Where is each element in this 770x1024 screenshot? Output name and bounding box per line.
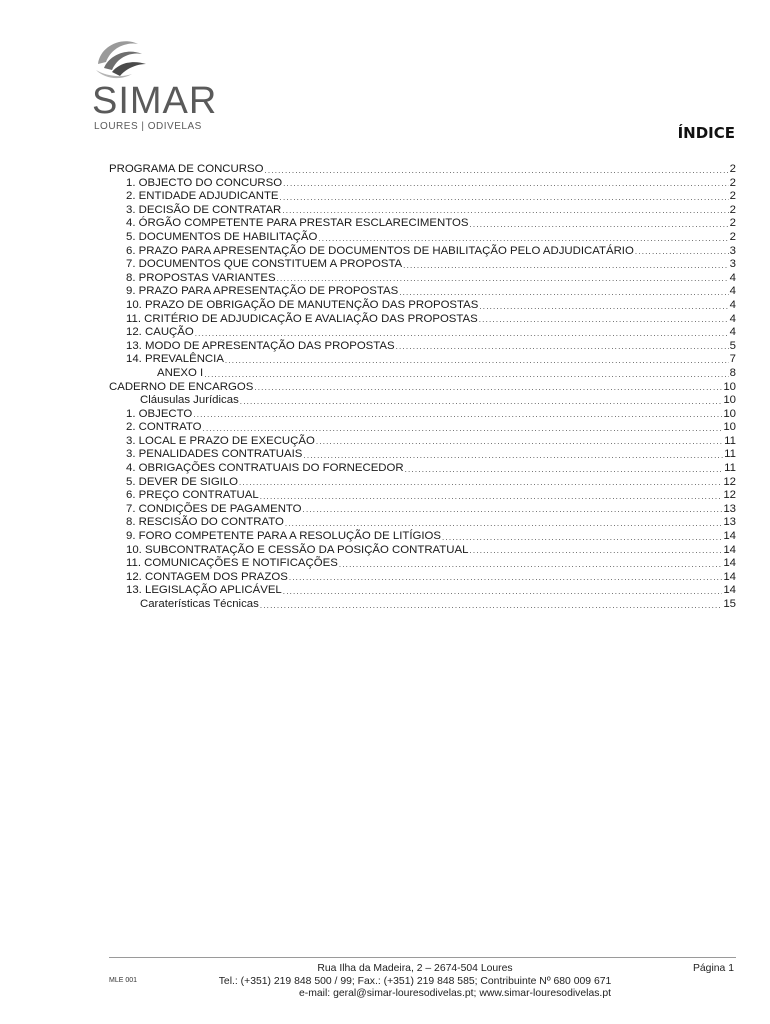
toc-leader-dots [277, 273, 729, 285]
toc-entry-label: 7. CONDIÇÕES DE PAGAMENTO [126, 502, 302, 515]
toc-leader-dots [405, 464, 724, 476]
toc-leader-dots [260, 600, 723, 612]
toc-entry-label: 3. LOCAL E PRAZO DE EXECUÇÃO [126, 434, 315, 447]
footer-page-number: Página 1 [692, 963, 734, 974]
toc-entry-label: 8. RESCISÃO DO CONTRATO [126, 516, 284, 529]
toc-leader-dots [239, 477, 722, 489]
toc-entry[interactable] [109, 584, 736, 598]
toc-entry[interactable] [109, 272, 736, 286]
toc-leader-dots [403, 260, 729, 272]
toc-leader-dots [283, 586, 723, 598]
toc-entry-label: PROGRAMA DE CONCURSO [109, 163, 264, 175]
toc-entry-label: 9. PRAZO PARA APRESENTAÇÃO DE PROPOSTAS [126, 285, 399, 298]
toc-entry[interactable] [109, 299, 736, 313]
toc-leader-dots [240, 396, 723, 408]
toc-entry-page: 2 [729, 203, 736, 216]
toc-entry[interactable] [109, 530, 736, 544]
toc-entry-label: 10. PRAZO DE OBRIGAÇÃO DE MANUTENÇÃO DAS PROPOSTAS [126, 298, 479, 311]
toc-leader-dots [204, 369, 728, 381]
toc-entry[interactable] [109, 217, 736, 231]
toc-entry-page: 10 [723, 394, 736, 407]
toc-entry-page: 14 [723, 584, 736, 597]
toc-entry-page: 11 [724, 434, 736, 447]
logo-name: SIMAR [92, 80, 218, 122]
toc-entry-page: 2 [729, 163, 736, 175]
toc-leader-dots [203, 423, 723, 435]
toc-entry-label: 13. MODO DE APRESENTAÇÃO DAS PROPOSTAS [126, 339, 395, 352]
toc-entry-page: 5 [729, 339, 736, 352]
toc-entry[interactable] [109, 190, 736, 204]
toc-entry-label: Caraterísticas Técnicas [140, 598, 259, 610]
toc-entry[interactable] [109, 408, 736, 422]
toc-entry-page: 2 [729, 217, 736, 230]
toc-leader-dots [285, 518, 723, 530]
footer-address: Rua Ilha da Madeira, 2 – 2674-504 Loures [317, 963, 513, 974]
toc-leader-dots [289, 572, 723, 584]
toc-entry-page: 13 [723, 502, 736, 515]
toc-entry[interactable] [109, 231, 736, 245]
toc-entry[interactable] [109, 163, 736, 177]
toc-entry-label: 4. OBRIGAÇÕES CONTRATUAIS DO FORNECEDOR [126, 462, 404, 475]
toc-leader-dots [195, 328, 729, 340]
toc-leader-dots [254, 382, 722, 394]
toc-entry-page: 11 [724, 462, 736, 475]
toc-entry-label: 2. CONTRATO [126, 421, 202, 434]
toc-entry[interactable] [109, 340, 736, 354]
toc-entry[interactable] [109, 177, 736, 191]
toc-entry[interactable] [109, 258, 736, 272]
toc-entry[interactable] [109, 516, 736, 530]
toc-entry-label: 3. DECISÃO DE CONTRATAR [126, 203, 282, 216]
toc-leader-dots [316, 436, 723, 448]
toc-entry[interactable] [109, 448, 736, 462]
toc-entry[interactable] [109, 381, 736, 395]
toc-entry-page: 14 [723, 530, 736, 543]
toc-leader-dots [479, 314, 729, 326]
toc-entry-label: 12. CAUÇÃO [126, 326, 194, 339]
toc-entry[interactable] [109, 353, 736, 367]
toc-entry-label: 10. SUBCONTRATAÇÃO E CESSÃO DA POSIÇÃO CONTRATUAL [126, 543, 469, 556]
footer-contacts: Tel.: (+351) 219 848 500 / 99; Fax.: (+351) 219 848 585; Contribuinte Nº 680 009 671 [218, 975, 612, 987]
toc-entry[interactable] [109, 544, 736, 558]
toc-entry-label: 3. PENALIDADES CONTRATUAIS [126, 448, 303, 461]
toc-entry[interactable] [109, 503, 736, 517]
toc-entry-page: 14 [723, 557, 736, 570]
toc-leader-dots [303, 450, 723, 462]
toc-entry-page: 4 [729, 285, 736, 298]
toc-entry[interactable] [109, 557, 736, 571]
toc-entry-page: 4 [729, 326, 736, 339]
toc-entry-label: 5. DOCUMENTOS DE HABILITAÇÃO [126, 230, 318, 243]
toc-leader-dots [442, 532, 722, 544]
toc-entry-label: 9. FORO COMPETENTE PARA A RESOLUÇÃO DE LITÍGIOS [126, 530, 441, 543]
toc-entry-label: 12. CONTAGEM DOS PRAZOS [126, 570, 288, 583]
toc-entry[interactable] [109, 367, 736, 381]
toc-entry-page: 14 [723, 543, 736, 556]
toc-leader-dots [479, 301, 728, 313]
toc-entry[interactable] [109, 598, 736, 612]
toc-entry[interactable] [109, 245, 736, 259]
toc-entry-label: Cláusulas Jurídicas [140, 394, 239, 407]
toc-entry-page: 12 [723, 475, 736, 488]
toc-entry-page: 12 [723, 489, 736, 502]
toc-leader-dots [339, 559, 723, 571]
toc-leader-dots [635, 246, 729, 258]
toc-entry-page: 3 [729, 258, 736, 271]
simar-logo [88, 34, 218, 134]
toc-entry-page: 15 [723, 598, 736, 610]
toc-entry-page: 10 [723, 380, 736, 393]
toc-entry[interactable] [109, 394, 736, 408]
footer-email: e-mail: geral@simar-louresodivelas.pt; www.simar-louresodivelas.pt [299, 988, 611, 999]
toc-entry-label: 13. LEGISLAÇÃO APLICÁVEL [126, 584, 282, 597]
toc-leader-dots [264, 165, 728, 177]
toc-entry[interactable] [109, 571, 736, 585]
toc-leader-dots [280, 192, 729, 204]
toc-entry-label: 11. COMUNICAÇÕES E NOTIFICAÇÕES [126, 557, 338, 570]
toc-entry-page: 4 [729, 271, 736, 284]
toc-entry-label: CADERNO DE ENCARGOS [109, 380, 254, 393]
toc-entry-page: 2 [729, 190, 736, 203]
page-title: ÍNDICE [677, 124, 735, 142]
toc-entry-label: ANEXO I [157, 366, 204, 379]
wave-logo-icon [92, 34, 148, 82]
toc-entry-label: 6. PRAZO PARA APRESENTAÇÃO DE DOCUMENTOS DE HABILITAÇÃO PELO ADJUDICATÁRIO [126, 244, 634, 257]
toc-leader-dots [283, 178, 729, 190]
toc-leader-dots [282, 205, 728, 217]
footer-document-code: MLE 001 [109, 977, 138, 984]
toc-entry-label: 11. CRITÉRIO DE ADJUDICAÇÃO E AVALIAÇÃO DAS PROPOSTAS [126, 312, 478, 325]
toc-entry-page: 2 [729, 176, 736, 189]
toc-entry-page: 13 [723, 516, 736, 529]
toc-leader-dots [193, 409, 722, 421]
toc-entry[interactable] [109, 462, 736, 476]
toc-entry-label: 1. OBJECTO DO CONCURSO [126, 176, 283, 189]
toc-entry[interactable] [109, 489, 736, 503]
toc-leader-dots [225, 355, 729, 367]
logo-subtitle: LOURES | ODIVELAS [94, 121, 202, 132]
toc-entry-label: 2. ENTIDADE ADJUDICANTE [126, 190, 279, 203]
toc-leader-dots [469, 219, 728, 231]
toc-leader-dots [260, 491, 723, 503]
toc-entry-page: 10 [723, 421, 736, 434]
toc-entry[interactable] [109, 204, 736, 218]
toc-leader-dots [396, 341, 729, 353]
toc-entry-label: 14. PREVALÊNCIA [126, 353, 224, 366]
toc-entry[interactable] [109, 435, 736, 449]
toc-leader-dots [318, 233, 728, 245]
toc-entry-label: 6. PREÇO CONTRATUAL [126, 489, 259, 502]
toc-leader-dots [469, 545, 722, 557]
toc-entry[interactable] [109, 285, 736, 299]
toc-entry-page: 7 [729, 353, 736, 366]
toc-entry-label: 4. ÓRGÃO COMPETENTE PARA PRESTAR ESCLARECIMENTOS [126, 217, 469, 230]
toc-entry[interactable] [109, 313, 736, 327]
toc-entry-page: 11 [724, 448, 736, 461]
toc-entry-page: 2 [729, 230, 736, 243]
toc-entry[interactable] [109, 326, 736, 340]
toc-leader-dots [399, 287, 728, 299]
toc-entry-label: 7. DOCUMENTOS QUE CONSTITUEM A PROPOSTA [126, 258, 403, 271]
toc-entry-label: 5. DEVER DE SIGILO [126, 475, 239, 488]
toc-entry-page: 8 [729, 366, 736, 379]
toc-entry-page: 3 [729, 244, 736, 257]
toc-entry-label: 8. PROPOSTAS VARIANTES [126, 271, 276, 284]
toc-entry-page: 14 [723, 570, 736, 583]
toc-entry-page: 10 [723, 407, 736, 420]
toc-entry[interactable] [109, 476, 736, 490]
footer-divider [109, 957, 736, 958]
toc-entry-page: 4 [729, 298, 736, 311]
toc-entry-page: 4 [729, 312, 736, 325]
toc-leader-dots [303, 504, 723, 516]
toc-entry-label: 1. OBJECTO [126, 407, 193, 420]
table-of-contents [109, 163, 736, 612]
toc-entry[interactable] [109, 421, 736, 435]
